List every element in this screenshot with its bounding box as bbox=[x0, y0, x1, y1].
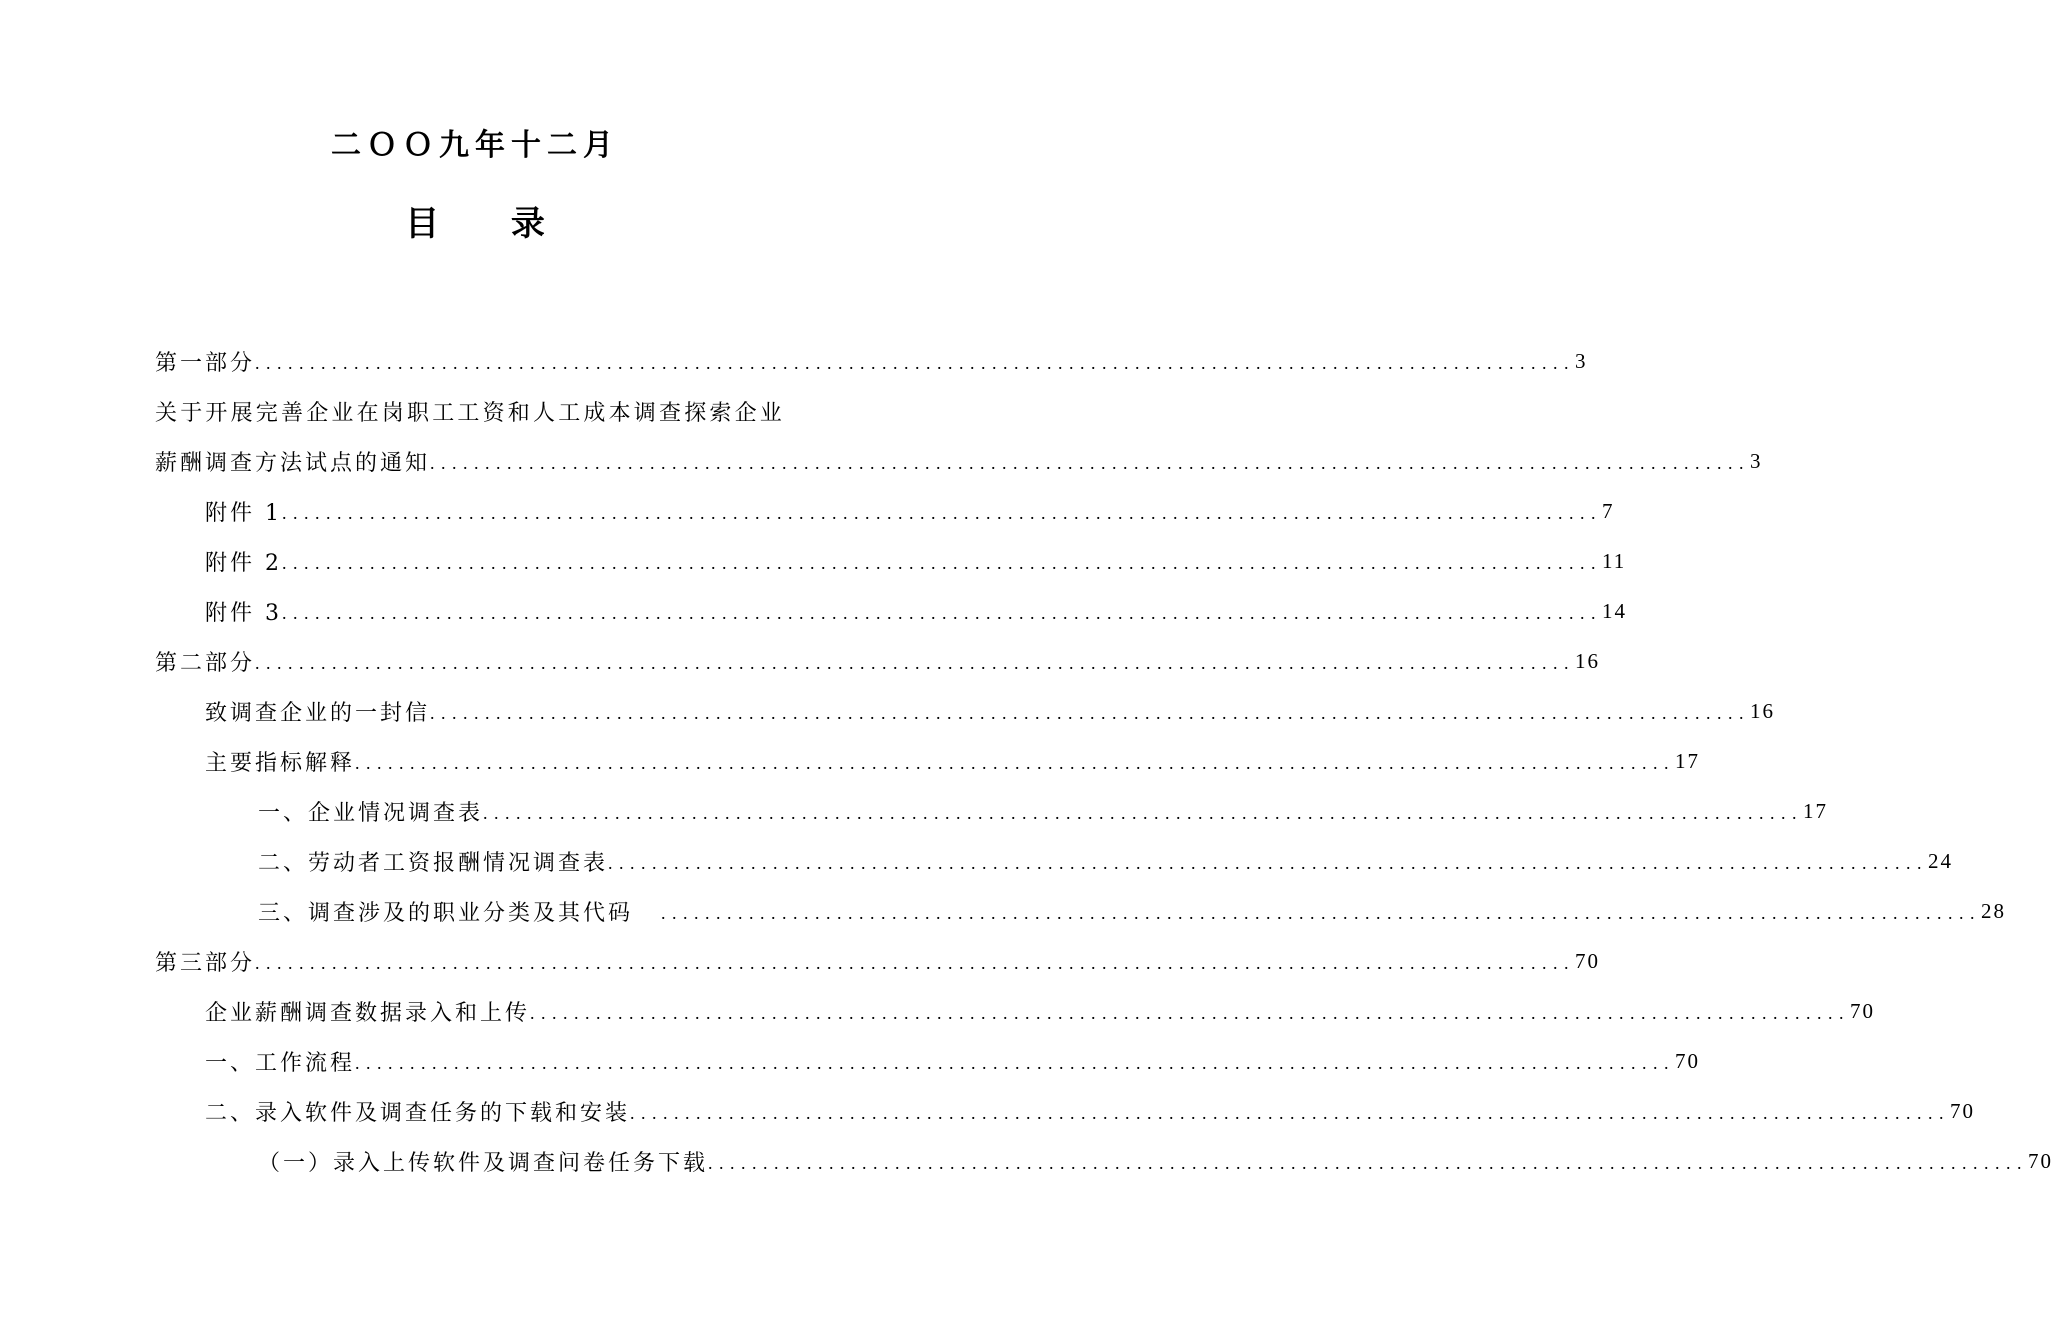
toc-dot-leader bbox=[282, 599, 1602, 624]
toc-dot-leader bbox=[255, 949, 1575, 974]
toc-entry-indicators[interactable] bbox=[155, 736, 1701, 786]
toc-entry-data-entry-upload[interactable] bbox=[155, 986, 1876, 1036]
toc-entry-attachment-1[interactable] bbox=[155, 486, 1615, 536]
toc-entry-workflow[interactable] bbox=[155, 1036, 1701, 1086]
toc-entry-upload-software-task[interactable] bbox=[155, 1136, 2053, 1186]
toc-page-number: 11 bbox=[1602, 548, 1627, 573]
toc-entry-label: 薪酬调查方法试点的通知 bbox=[155, 450, 431, 476]
toc-entry-label: 二、劳动者工资报酬情况调查表 bbox=[258, 850, 609, 876]
document-date: 二ＯＯ九年十二月 bbox=[331, 128, 619, 163]
toc-entry-letter[interactable] bbox=[155, 686, 1776, 736]
toc-entry-attachment-3[interactable] bbox=[155, 586, 1627, 636]
toc-dot-leader bbox=[282, 549, 1602, 574]
toc-entry-occupation-codes[interactable] bbox=[155, 886, 2007, 936]
toc-page-number: 3 bbox=[1575, 348, 1588, 373]
toc-dot-leader bbox=[661, 899, 1981, 924]
toc-entry-label: （一）录入上传软件及调查问卷任务下载 bbox=[258, 1150, 709, 1176]
toc-page-number: 17 bbox=[1675, 748, 1701, 773]
toc-entry-enterprise-survey[interactable] bbox=[155, 786, 1829, 836]
toc-page-number: 70 bbox=[1575, 948, 1601, 973]
toc-entry-part-3[interactable] bbox=[155, 936, 1601, 986]
toc-entry-label: 二、录入软件及调查任务的下载和安装 bbox=[205, 1100, 631, 1126]
toc-entry-label: 关于开展完善企业在岗职工工资和人工成本调查探索企业 bbox=[155, 400, 786, 426]
toc-dot-leader bbox=[282, 499, 1602, 524]
toc-entry-label: 附件 1 bbox=[205, 500, 282, 526]
toc-page-number: 70 bbox=[2028, 1148, 2053, 1173]
toc-dot-leader bbox=[430, 449, 1750, 474]
toc-entry-label: 第二部分 bbox=[155, 650, 256, 676]
toc-page-number: 24 bbox=[1928, 848, 1954, 873]
toc-dot-leader bbox=[530, 999, 1850, 1024]
toc-entry-label: 附件 2 bbox=[205, 550, 282, 576]
toc-page-number: 3 bbox=[1750, 448, 1763, 473]
table-of-contents bbox=[155, 336, 2053, 1186]
toc-page-number: 28 bbox=[1981, 898, 2007, 923]
toc-entry-part-2[interactable] bbox=[155, 636, 1601, 686]
toc-dot-leader bbox=[355, 749, 1675, 774]
toc-dot-leader bbox=[708, 1149, 2028, 1174]
toc-page-number: 7 bbox=[1602, 498, 1615, 523]
toc-page-number: 70 bbox=[1850, 998, 1876, 1023]
toc-dot-leader bbox=[255, 649, 1575, 674]
toc-dot-leader bbox=[630, 1099, 1950, 1124]
toc-entry-notice-line-2[interactable] bbox=[155, 436, 1763, 486]
toc-page-number: 16 bbox=[1750, 698, 1776, 723]
toc-page-number: 70 bbox=[1675, 1048, 1701, 1073]
toc-entry-worker-pay-survey[interactable] bbox=[155, 836, 1954, 886]
toc-entry-software-download[interactable] bbox=[155, 1086, 1976, 1136]
toc-entry-label: 三、调查涉及的职业分类及其代码 bbox=[258, 900, 634, 926]
toc-entry-label: 附件 3 bbox=[205, 600, 282, 626]
toc-dot-leader bbox=[608, 849, 1928, 874]
toc-dot-leader bbox=[355, 1049, 1675, 1074]
toc-entry-label: 一、企业情况调查表 bbox=[258, 800, 484, 826]
toc-entry-label: 一、工作流程 bbox=[205, 1050, 356, 1076]
toc-dot-leader bbox=[430, 699, 1750, 724]
toc-dot-leader bbox=[255, 349, 1575, 374]
toc-entry-label: 主要指标解释 bbox=[205, 750, 356, 776]
toc-entry-label: 第三部分 bbox=[155, 950, 256, 976]
toc-entry-notice-line-1[interactable] bbox=[155, 386, 805, 436]
toc-page-number: 14 bbox=[1602, 598, 1627, 623]
toc-entry-part-1[interactable] bbox=[155, 336, 1588, 386]
toc-page-number: 70 bbox=[1950, 1098, 1976, 1123]
toc-entry-label: 企业薪酬调查数据录入和上传 bbox=[205, 1000, 531, 1026]
toc-page-number: 16 bbox=[1575, 648, 1601, 673]
toc-title: 目 录 bbox=[405, 204, 575, 244]
toc-dot-leader bbox=[483, 799, 1803, 824]
toc-page-number: 17 bbox=[1803, 798, 1829, 823]
toc-entry-label: 第一部分 bbox=[155, 350, 256, 376]
toc-entry-attachment-2[interactable] bbox=[155, 536, 1627, 586]
toc-entry-label: 致调查企业的一封信 bbox=[205, 700, 431, 726]
